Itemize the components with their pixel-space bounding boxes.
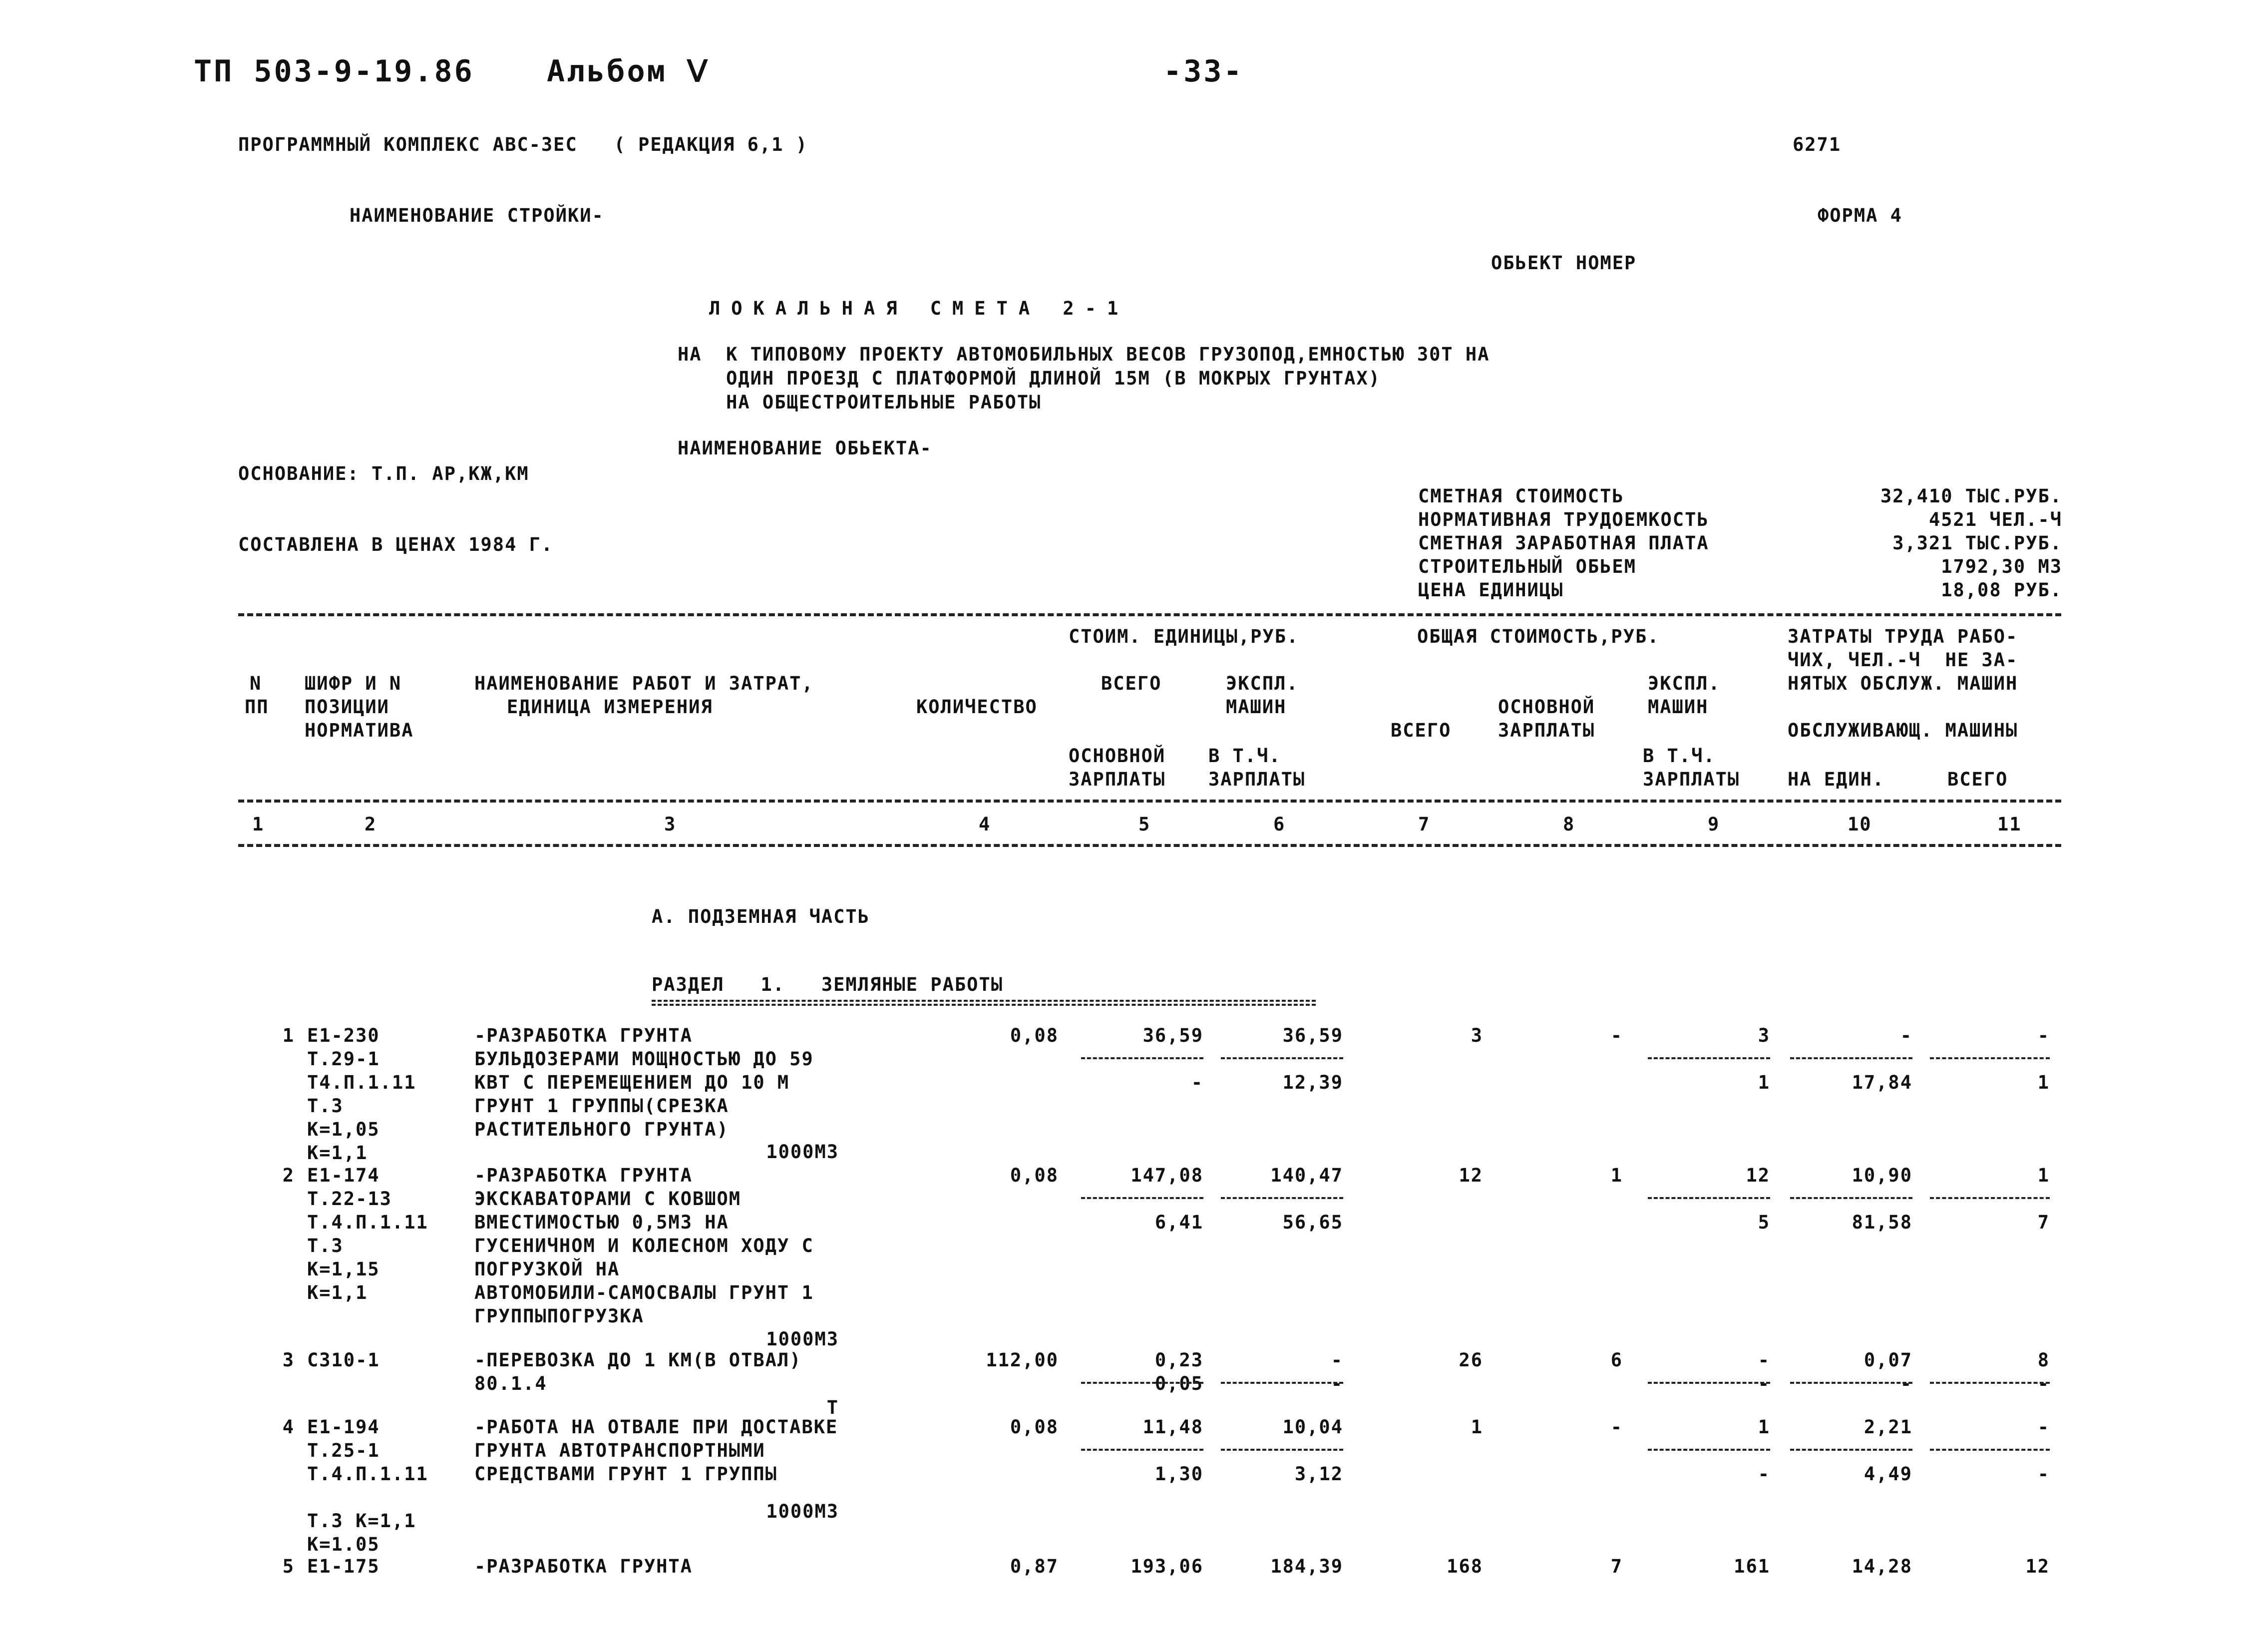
row-name: ГРУНТА АВТОТРАНСПОРТНЫМИ	[474, 1440, 765, 1461]
cell-divider	[1930, 1057, 2050, 1059]
row-code: Т.4.П.1.11	[307, 1212, 428, 1233]
row-name: АВТОМОБИЛИ-САМОСВАЛЫ ГРУНТ 1	[474, 1282, 814, 1303]
row-unit: 1000М3	[766, 1328, 839, 1350]
row-code: Т.29-1	[307, 1048, 380, 1070]
cell-total-mach: 12	[1746, 1165, 1770, 1186]
unit-mach-wage-header: В Т.Ч.	[1208, 745, 1281, 767]
cell-unit-total: 193,06	[1130, 1556, 1203, 1577]
row-code: Т.3	[307, 1235, 344, 1256]
cell-unit-mach: 184,39	[1270, 1556, 1343, 1577]
prices-line: СОСТАВЛЕНА В ЦЕНАХ 1984 Г.	[238, 534, 554, 555]
row-name: 80.1.4	[474, 1373, 547, 1394]
total-all-header: ВСЕГО	[1391, 720, 1452, 741]
column-number: 7	[1418, 814, 1431, 835]
unit-mach-wage-header: ЗАРПЛАТЫ	[1208, 769, 1306, 790]
col-code-header: НОРМАТИВА	[305, 720, 414, 741]
row-name: -ПЕРЕВОЗКА ДО 1 КМ(В ОТВАЛ)	[474, 1349, 802, 1371]
cell-total-base: -	[1610, 1025, 1623, 1046]
col-name-header: НАИМЕНОВАНИЕ РАБОТ И ЗАТРАТ,	[474, 673, 814, 694]
section-underline	[652, 1004, 1316, 1006]
cell-unit-mach-wage: 3,12	[1294, 1463, 1343, 1485]
row-code: Т.3 К=1,1	[307, 1510, 416, 1532]
row-number: 1	[282, 1025, 295, 1046]
row-code: С310-1	[307, 1349, 380, 1371]
unit-total-header: ВСЕГО	[1101, 673, 1162, 694]
row-unit: Т	[826, 1397, 839, 1418]
total-mach-wage-header: В Т.Ч.	[1643, 745, 1716, 767]
cell-labour-mach-total: 1	[2037, 1072, 2050, 1093]
cell-qty: 0,08	[1010, 1025, 1059, 1046]
total-base-header: ОСНОВНОЙ	[1498, 696, 1595, 718]
cell-total-base: -	[1610, 1416, 1623, 1438]
total-mach-header: МАШИН	[1648, 696, 1709, 718]
cell-labour-unit: 0,07	[1864, 1349, 1912, 1371]
total-mach-header: ЭКСПЛ.	[1648, 673, 1721, 694]
cell-total-base: 6	[1610, 1349, 1623, 1371]
row-number: 4	[282, 1416, 295, 1438]
row-code: Т.25-1	[307, 1440, 380, 1461]
summary-value: 4521 ЧЕЛ.-Ч	[1928, 509, 2062, 530]
form-label: ФОРМА 4	[1818, 205, 1902, 226]
object-name: НАИМЕНОВАНИЕ ОБЬЕКТА-	[678, 437, 932, 459]
cell-divider	[1081, 1382, 1203, 1384]
cell-labour-mach-unit: -	[1900, 1373, 1912, 1394]
total-mach-wage-header: ЗАРПЛАТЫ	[1643, 769, 1740, 790]
row-unit: 1000М3	[766, 1501, 839, 1522]
cell-total-all: 3	[1471, 1025, 1483, 1046]
row-code: Т.3	[307, 1095, 344, 1117]
row-name: СРЕДСТВАМИ ГРУНТ 1 ГРУППЫ	[474, 1463, 777, 1485]
row-code: Е1-230	[307, 1025, 380, 1046]
column-number: 6	[1273, 814, 1286, 835]
cell-divider	[1081, 1057, 1203, 1059]
cell-unit-mach: 36,59	[1282, 1025, 1343, 1046]
row-code: Т.4.П.1.11	[307, 1463, 428, 1485]
unit-mach-header: ЭКСПЛ.	[1226, 673, 1299, 694]
column-number: 10	[1848, 814, 1872, 835]
col-code-header: ШИФР И N	[305, 673, 402, 694]
row-number: 5	[282, 1556, 295, 1577]
estimate-subject-2: ОДИН ПРОЕЗД С ПЛАТФОРМОЙ ДЛИНОЙ 15М (В МОКРЫХ ГРУНТАХ)	[678, 368, 1381, 389]
row-name: БУЛЬДОЗЕРАМИ МОЩНОСТЬЮ ДО 59	[474, 1048, 814, 1070]
cell-divider	[1648, 1382, 1770, 1384]
doc-code: ТП 503-9-19.86	[194, 54, 474, 89]
cell-unit-base: -	[1191, 1072, 1203, 1093]
row-name: -РАЗРАБОТКА ГРУНТА	[474, 1165, 693, 1186]
col-qty-header: КОЛИЧЕСТВО	[916, 696, 1038, 718]
row-code: Е1-194	[307, 1416, 380, 1438]
row-code: Т.22-13	[307, 1188, 392, 1210]
cell-unit-base: 0,05	[1154, 1373, 1203, 1394]
row-code: К=1.05	[307, 1534, 380, 1555]
col-n-header: N	[250, 673, 262, 694]
column-number: 1	[252, 814, 265, 835]
summary-label: СМЕТНАЯ СТОИМОСТЬ	[1418, 485, 1624, 507]
summary-label: СМЕТНАЯ ЗАРАБОТНАЯ ПЛАТА	[1418, 532, 1709, 554]
cell-labour-unit: 14,28	[1852, 1556, 1912, 1577]
summary-label: НОРМАТИВНАЯ ТРУДОЕМКОСТЬ	[1418, 509, 1709, 530]
row-name: ПОГРУЗКОЙ НА	[474, 1258, 620, 1280]
cell-divider	[1648, 1057, 1770, 1059]
cell-divider	[1221, 1057, 1343, 1059]
row-code: Е1-175	[307, 1556, 380, 1577]
cell-total-mach: 3	[1758, 1025, 1770, 1046]
cell-divider	[1081, 1197, 1203, 1199]
column-number: 11	[1997, 814, 2022, 835]
cell-total-all: 168	[1447, 1556, 1483, 1577]
cell-unit-total: 147,08	[1130, 1165, 1203, 1186]
unit-base-header: ЗАРПЛАТЫ	[1069, 769, 1166, 790]
labour-unit-header: НА ЕДИН.	[1788, 769, 1885, 790]
cell-divider	[1081, 1449, 1203, 1451]
estimate-title: ЛОКАЛЬНАЯ СМЕТА 2-1	[709, 298, 1129, 319]
cell-labour-unit: 10,90	[1852, 1165, 1912, 1186]
row-code: К=1,1	[307, 1282, 368, 1303]
column-number: 2	[365, 814, 377, 835]
cell-divider	[1930, 1449, 2050, 1451]
summary-value: 18,08 РУБ.	[1941, 579, 2062, 601]
total-cost-header: ОБЩАЯ СТОИМОСТЬ,РУБ.	[1417, 626, 1660, 647]
col-name-header: ЕДИНИЦА ИЗМЕРЕНИЯ	[507, 696, 713, 718]
cell-labour-mach-unit: 81,58	[1852, 1212, 1912, 1233]
cell-labour-mach-unit: 17,84	[1852, 1072, 1912, 1093]
cell-unit-total: 11,48	[1142, 1416, 1203, 1438]
total-base-header: ЗАРПЛАТЫ	[1498, 720, 1595, 741]
summary-value: 32,410 ТЫС.РУБ.	[1880, 485, 2062, 507]
section-heading: РАЗДЕЛ 1. ЗЕМЛЯНЫЕ РАБОТЫ	[652, 974, 1004, 995]
column-number: 4	[979, 814, 991, 835]
cell-labour-mach-total: 7	[2037, 1212, 2050, 1233]
labour-header: ЗАТРАТЫ ТРУДА РАБО-	[1788, 626, 2018, 647]
summary-value: 3,321 ТЫС.РУБ.	[1892, 532, 2062, 554]
cell-labour-total: -	[2037, 1025, 2050, 1046]
table-rule-numbers-bottom	[238, 844, 2061, 847]
cell-total-all: 26	[1459, 1349, 1483, 1371]
cell-divider	[1790, 1449, 1912, 1451]
col-n-header: ПП	[245, 696, 269, 718]
summary-label: СТРОИТЕЛЬНЫЙ ОБЬЕМ	[1418, 556, 1636, 577]
cell-total-all: 12	[1459, 1165, 1483, 1186]
object-number: ОБЬЕКТ НОМЕР	[1491, 252, 1637, 274]
row-name: ГУСЕНИЧНОМ И КОЛЕСНОМ ХОДУ С	[474, 1235, 814, 1256]
cell-divider	[1221, 1382, 1343, 1384]
cell-total-mach: -	[1758, 1349, 1770, 1371]
cell-total-mach-wage: -	[1758, 1463, 1770, 1485]
row-name: ЭКСКАВАТОРАМИ С КОВШОМ	[474, 1188, 742, 1210]
unit-mach-header: МАШИН	[1226, 696, 1287, 718]
page-number: -33-	[1163, 54, 1244, 89]
cell-divider	[1221, 1197, 1343, 1199]
cell-unit-mach: 140,47	[1270, 1165, 1343, 1186]
cell-unit-mach-wage: -	[1331, 1373, 1343, 1394]
cell-divider	[1648, 1449, 1770, 1451]
cell-qty: 0,08	[1010, 1416, 1059, 1438]
labour-header: НЯТЫХ ОБСЛУЖ. МАШИН	[1788, 673, 2018, 694]
cell-labour-mach-total: -	[2037, 1463, 2050, 1485]
estimate-subject-3: НА ОБЩЕСТРОИТЕЛЬНЫЕ РАБОТЫ	[678, 392, 1042, 413]
row-code: К=1,05	[307, 1119, 380, 1140]
summary-label: ЦЕНА ЕДИНИЦЫ	[1418, 579, 1564, 601]
cell-labour-unit: 2,21	[1864, 1416, 1912, 1438]
cell-total-mach: 1	[1758, 1416, 1770, 1438]
row-name: -РАЗРАБОТКА ГРУНТА	[474, 1556, 693, 1577]
summary-value: 1792,30 М3	[1941, 556, 2062, 577]
cell-total-base: 7	[1610, 1556, 1623, 1577]
cell-labour-total: 1	[2037, 1165, 2050, 1186]
basis-line: ОСНОВАНИЕ: Т.П. АР,КЖ,КМ	[238, 463, 529, 484]
cell-total-mach-wage: -	[1758, 1373, 1770, 1394]
table-rule-header-bottom	[238, 800, 2061, 803]
cell-labour-mach-total: -	[2037, 1373, 2050, 1394]
estimate-subject-1: НА К ТИПОВОМУ ПРОЕКТУ АВТОМОБИЛЬНЫХ ВЕСОВ ГРУЗОПОД,ЕМНОСТЬЮ 30Т НА	[678, 344, 1490, 365]
cell-unit-mach-wage: 12,39	[1282, 1072, 1343, 1093]
labour-header: ЧИХ, ЧЕЛ.-Ч НЕ ЗА-	[1788, 649, 2018, 671]
cell-unit-mach-wage: 56,65	[1282, 1212, 1343, 1233]
column-number: 5	[1138, 814, 1151, 835]
cell-total-base: 1	[1610, 1165, 1623, 1186]
cell-labour-mach-unit: 4,49	[1864, 1463, 1912, 1485]
cell-divider	[1221, 1449, 1343, 1451]
row-code: К=1,1	[307, 1142, 368, 1164]
cell-unit-mach: 10,04	[1282, 1416, 1343, 1438]
cell-divider	[1930, 1197, 2050, 1199]
cell-qty: 0,08	[1010, 1165, 1059, 1186]
cell-qty: 112,00	[986, 1349, 1059, 1371]
cell-divider	[1790, 1382, 1912, 1384]
cell-divider	[1790, 1057, 1912, 1059]
cell-unit-mach: -	[1331, 1349, 1343, 1371]
cell-unit-total: 0,23	[1154, 1349, 1203, 1371]
row-name: РАСТИТЕЛЬНОГО ГРУНТА)	[474, 1119, 729, 1140]
program-line: ПРОГРАММНЫЙ КОМПЛЕКС АВС-3ЕС ( РЕДАКЦИЯ 6,1 )	[238, 134, 808, 155]
cell-unit-base: 1,30	[1154, 1463, 1203, 1485]
cell-total-all: 1	[1471, 1416, 1483, 1438]
cell-total-mach-wage: 5	[1758, 1212, 1770, 1233]
part-heading: А. ПОДЗЕМНАЯ ЧАСТЬ	[652, 906, 870, 927]
col-code-header: ПОЗИЦИИ	[305, 696, 389, 718]
cell-unit-base: 6,41	[1154, 1212, 1203, 1233]
cell-divider	[1648, 1197, 1770, 1199]
cell-qty: 0,87	[1010, 1556, 1059, 1577]
row-code: К=1,15	[307, 1258, 380, 1280]
labour-mach-header: ОБСЛУЖИВАЮЩ. МАШИНЫ	[1788, 720, 2018, 741]
row-name: КВТ С ПЕРЕМЕЩЕНИЕМ ДО 10 М	[474, 1072, 790, 1093]
cell-total-mach-wage: 1	[1758, 1072, 1770, 1093]
row-name: -РАБОТА НА ОТВАЛЕ ПРИ ДОСТАВКЕ	[474, 1416, 838, 1438]
row-name: ГРУНТ 1 ГРУППЫ(СРЕЗКА	[474, 1095, 729, 1117]
row-code: Т4.П.1.11	[307, 1072, 416, 1093]
cell-labour-total: -	[2037, 1416, 2050, 1438]
cell-labour-total: 8	[2037, 1349, 2050, 1371]
row-number: 3	[282, 1349, 295, 1371]
unit-cost-header: СТОИМ. ЕДИНИЦЫ,РУБ.	[1069, 626, 1299, 647]
labour-total-header: ВСЕГО	[1947, 769, 2008, 790]
cell-labour-total: 12	[2025, 1556, 2050, 1577]
doc-id: 6271	[1793, 134, 1842, 155]
column-number: 3	[664, 814, 677, 835]
cell-labour-unit: -	[1900, 1025, 1912, 1046]
section-underline	[652, 1000, 1316, 1002]
column-number: 9	[1708, 814, 1720, 835]
row-unit: 1000М3	[766, 1141, 839, 1163]
table-rule-top	[238, 613, 2061, 616]
cell-divider	[1930, 1382, 2050, 1384]
cell-total-mach: 161	[1734, 1556, 1770, 1577]
row-name: ВМЕСТИМОСТЬЮ 0,5М3 НА	[474, 1212, 729, 1233]
album-label: Альбом Ⅴ	[547, 54, 710, 89]
row-name: ГРУППЫПОГРУЗКА	[474, 1305, 644, 1327]
unit-base-header: ОСНОВНОЙ	[1069, 745, 1166, 767]
row-code: Е1-174	[307, 1165, 380, 1186]
column-number: 8	[1563, 814, 1575, 835]
cell-divider	[1790, 1197, 1912, 1199]
row-number: 2	[282, 1165, 295, 1186]
row-name: -РАЗРАБОТКА ГРУНТА	[474, 1025, 693, 1046]
construction-name: НАИМЕНОВАНИЕ СТРОЙКИ-	[350, 205, 604, 226]
cell-unit-total: 36,59	[1142, 1025, 1203, 1046]
